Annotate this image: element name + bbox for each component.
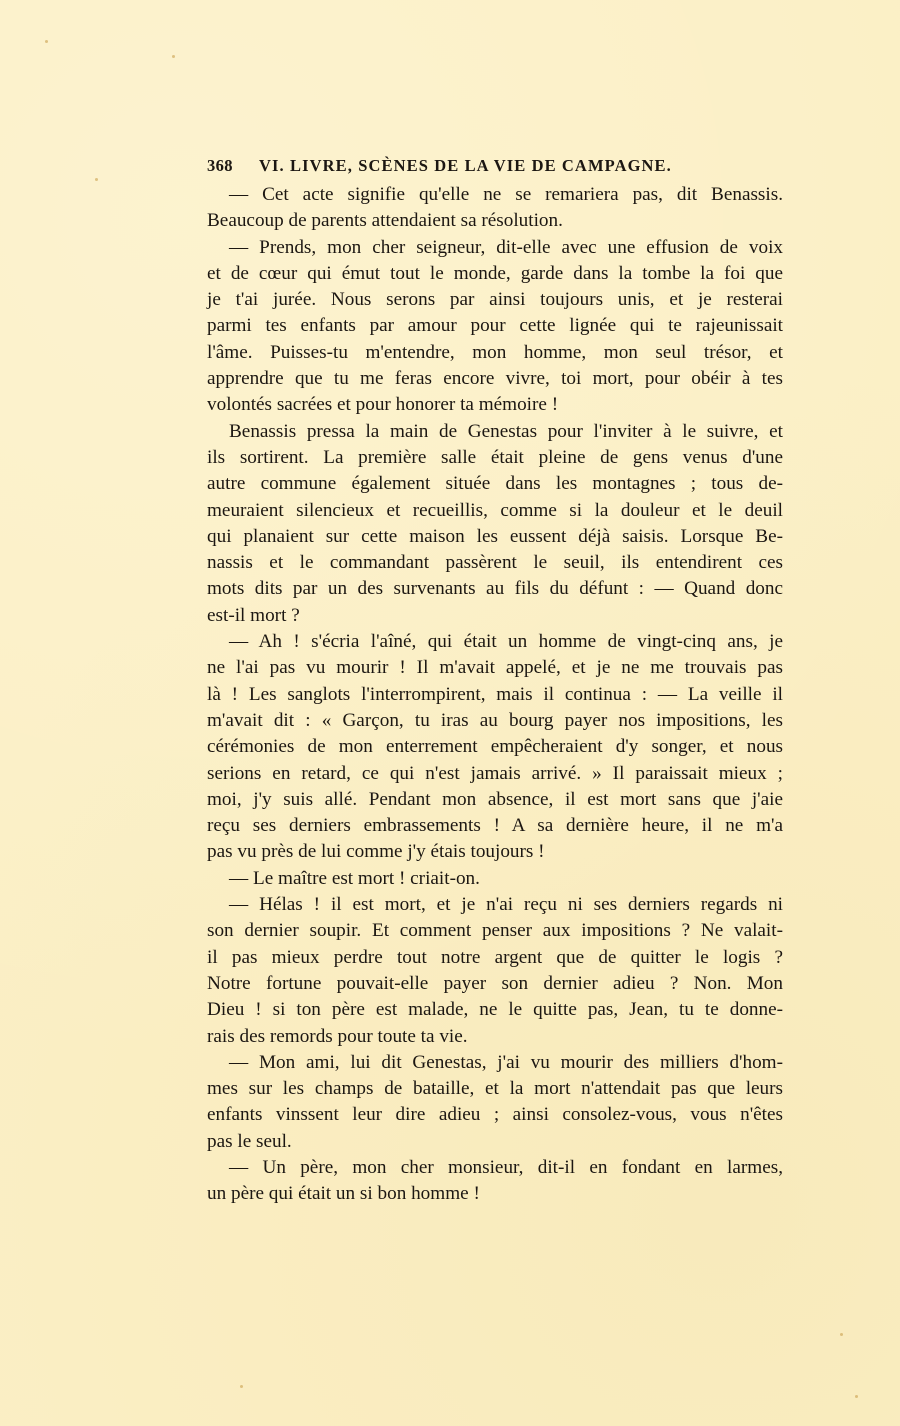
text-line: volontés sacrées et pour honorer ta mémoire ! xyxy=(207,394,559,416)
text-line: et de cœur qui émut tout le monde, garde dans la tombe la foi que xyxy=(207,262,783,284)
text-line: rais des remords pour toute ta vie. xyxy=(207,1025,468,1047)
paper-speck xyxy=(172,55,175,58)
text-line: pas le seul. xyxy=(207,1130,292,1152)
text-line: ils sortirent. La première salle était pleine de gens venus d'une xyxy=(207,446,783,468)
paper-speck xyxy=(840,1333,843,1336)
text-line: mes sur les champs de bataille, et la mort n'attendait pas que leurs xyxy=(207,1078,783,1100)
text-line: l'âme. Puisses-tu m'entendre, mon homme, mon seul trésor, et xyxy=(207,341,783,363)
paragraph xyxy=(207,182,783,235)
text-line: moi, j'y suis allé. Pendant mon absence, il est mort sans que j'aie xyxy=(207,788,783,810)
text-line: pas vu près de lui comme j'y étais toujours ! xyxy=(207,841,545,863)
text-line: son dernier soupir. Et comment penser aux impositions ? Ne valait- xyxy=(207,920,783,942)
text-line: enfants vinssent leur dire adieu ; ainsi consolez-vous, vous n'êtes xyxy=(207,1104,783,1126)
text-line: ne l'ai pas vu mourir ! Il m'avait appelé, et je ne me trouvais pas xyxy=(207,657,783,679)
paragraph xyxy=(207,1155,783,1208)
paper-speck xyxy=(855,1395,858,1398)
text-line: Dieu ! si ton père est malade, ne le quitte pas, Jean, tu te donne- xyxy=(207,999,783,1021)
text-line: — Mon ami, lui dit Genestas, j'ai vu mourir des milliers d'hom- xyxy=(229,1051,783,1073)
paragraph xyxy=(207,866,783,892)
text-line: autre commune également située dans les montagnes ; tous de- xyxy=(207,473,783,495)
text-line: Benassis pressa la main de Genestas pour l'inviter à le suivre, et xyxy=(229,420,783,442)
paper-speck xyxy=(45,40,48,43)
page-number: 368 xyxy=(207,156,233,175)
text-line: cérémonies de mon enterrement empêcheraient d'y songer, et nous xyxy=(207,736,783,758)
text-line: meuraient silencieux et recueillis, comme si la douleur et le deuil xyxy=(207,499,783,521)
paragraph xyxy=(207,892,783,1050)
text-line: est-il mort ? xyxy=(207,604,300,626)
text-line: qui planaient sur cette maison les eussent déjà saisis. Lorsque Be- xyxy=(207,525,783,547)
text-line: mots dits par un des survenants au fils du défunt : — Quand donc xyxy=(207,578,783,600)
text-line: — Ah ! s'écria l'aîné, qui était un homme de vingt-cinq ans, je xyxy=(229,631,783,653)
text-line: apprendre que tu me feras encore vivre, toi mort, pour obéir à tes xyxy=(207,368,783,390)
paper-speck xyxy=(95,178,98,181)
text-line: parmi tes enfants par amour pour cette lignée qui te rajeunissait xyxy=(207,315,783,337)
text-line: — Cet acte signifie qu'elle ne se remariera pas, dit Benassis. xyxy=(229,184,783,205)
text-line: — Le maître est mort ! criait-on. xyxy=(229,867,480,889)
text-line: Beaucoup de parents attendaient sa résolution. xyxy=(207,210,563,232)
text-line: serions en retard, ce qui n'est jamais arrivé. » Il paraissait mieux ; xyxy=(207,762,783,784)
text-line: un père qui était un si bon homme ! xyxy=(207,1183,480,1205)
paragraph xyxy=(207,419,783,629)
text-line: — Hélas ! il est mort, et je n'ai reçu ni ses derniers regards ni xyxy=(229,894,783,916)
paragraph xyxy=(207,629,783,866)
text-line: je t'ai jurée. Nous serons par ainsi toujours unis, et je resterai xyxy=(207,289,783,311)
text-line: là ! Les sanglots l'interrompirent, mais il continua : — La veille il xyxy=(207,683,783,705)
text-line: il pas mieux perdre tout notre argent que de quitter le logis ? xyxy=(207,946,783,968)
text-line: — Un père, mon cher monsieur, dit-il en fondant en larmes, xyxy=(229,1156,783,1178)
text-line: nassis et le commandant passèrent le seuil, ils entendirent ces xyxy=(207,552,783,574)
paragraph xyxy=(207,1050,783,1155)
running-title: VI. LIVRE, SCÈNES DE LA VIE DE CAMPAGNE. xyxy=(259,156,672,175)
text-line: m'avait dit : « Garçon, tu iras au bourg payer nos impositions, les xyxy=(207,709,783,731)
body-text xyxy=(207,182,783,1208)
paper-speck xyxy=(240,1385,243,1388)
text-line: Notre fortune pouvait-elle payer son dernier adieu ? Non. Mon xyxy=(207,972,783,994)
page-header xyxy=(207,156,797,178)
text-line: — Prends, mon cher seigneur, dit-elle avec une effusion de voix xyxy=(229,236,783,258)
text-line: reçu ses derniers embrassements ! A sa dernière heure, il ne m'a xyxy=(207,815,783,837)
paragraph xyxy=(207,235,783,419)
